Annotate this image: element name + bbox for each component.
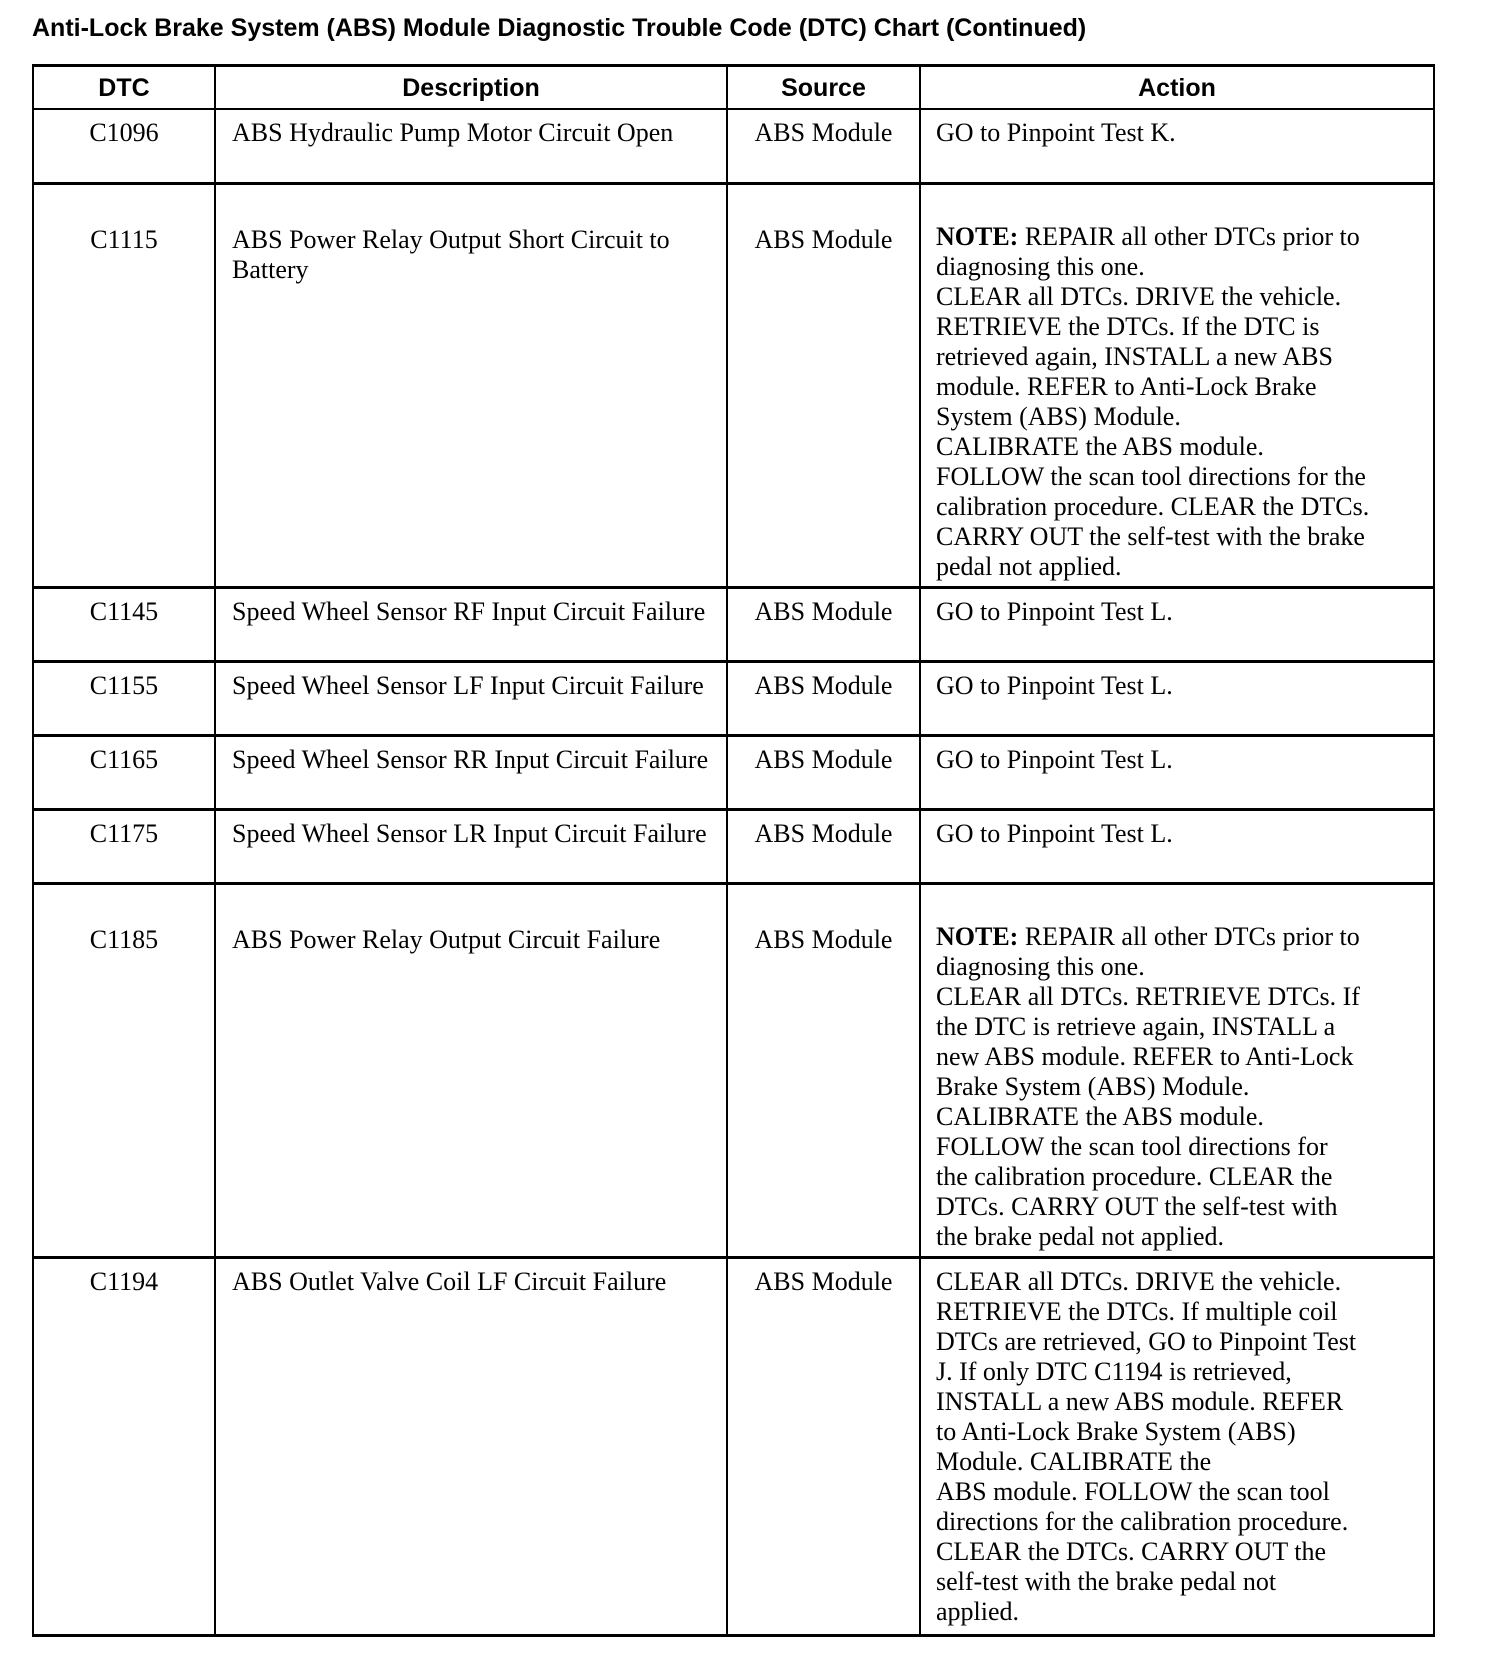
action-line: GO to Pinpoint Test L. xyxy=(936,818,1173,848)
action-line: diagnosing this one. xyxy=(936,951,1145,981)
table-row xyxy=(33,183,1434,587)
dtc-code-cell: C1194 xyxy=(33,1257,215,1635)
action-line: CLEAR all DTCs. RETRIEVE DTCs. If xyxy=(936,981,1360,1011)
description-cell: Speed Wheel Sensor RF Input Circuit Failure xyxy=(215,587,727,661)
dtc-code-cell: C1145 xyxy=(33,587,215,661)
source-cell: ABS Module xyxy=(727,809,920,883)
table-row xyxy=(33,735,1434,809)
source-cell: ABS Module xyxy=(727,183,920,587)
action-line: GO to Pinpoint Test K. xyxy=(936,118,1176,147)
table-row xyxy=(33,587,1434,661)
action-cell xyxy=(920,661,1434,735)
action-line: CARRY OUT the self-test with the brake xyxy=(936,521,1365,551)
action-line: INSTALL a new ABS module. REFER xyxy=(936,1386,1344,1416)
action-line: applied. xyxy=(936,1596,1020,1626)
source-cell: ABS Module xyxy=(727,1257,920,1635)
action-line: CALIBRATE the ABS module. xyxy=(936,1101,1264,1131)
action-line: Module. CALIBRATE the xyxy=(936,1446,1212,1476)
dtc-code-cell: C1155 xyxy=(33,661,215,735)
description-cell: Speed Wheel Sensor LF Input Circuit Failure xyxy=(215,661,727,735)
table-body xyxy=(33,109,1434,1635)
source-cell: ABS Module xyxy=(727,735,920,809)
dtc-chart-table xyxy=(32,64,1435,1637)
action-line: DTCs. CARRY OUT the self-test with xyxy=(936,1191,1338,1221)
table-row xyxy=(33,109,1434,183)
header-row xyxy=(33,66,1434,110)
action-cell xyxy=(920,735,1434,809)
action-line: self-test with the brake pedal not xyxy=(936,1566,1277,1596)
note-label: NOTE: xyxy=(936,221,1019,251)
action-cell xyxy=(920,883,1434,1257)
table-row xyxy=(33,1257,1434,1635)
action-line: CALIBRATE the ABS module. xyxy=(936,431,1264,461)
column-header-description: Description xyxy=(215,66,727,110)
note-label: NOTE: xyxy=(936,921,1019,951)
description-cell: Speed Wheel Sensor LR Input Circuit Failure xyxy=(215,809,727,883)
description-cell: ABS Hydraulic Pump Motor Circuit Open xyxy=(215,109,727,183)
action-line: GO to Pinpoint Test L. xyxy=(936,744,1173,774)
action-line: GO to Pinpoint Test L. xyxy=(936,670,1173,700)
action-line: FOLLOW the scan tool directions for the xyxy=(936,461,1366,491)
dtc-code-cell: C1115 xyxy=(33,183,215,587)
action-line: CLEAR all DTCs. DRIVE the vehicle. xyxy=(936,1266,1342,1296)
action-line: directions for the calibration procedure. xyxy=(936,1506,1349,1536)
action-line: the DTC is retrieve again, INSTALL a xyxy=(936,1011,1336,1041)
action-line: CLEAR the DTCs. CARRY OUT the xyxy=(936,1536,1327,1566)
source-cell: ABS Module xyxy=(727,883,920,1257)
table-row xyxy=(33,661,1434,735)
dtc-code-cell: C1185 xyxy=(33,883,215,1257)
action-line: new ABS module. REFER to Anti-Lock xyxy=(936,1041,1354,1071)
table-row xyxy=(33,883,1434,1257)
action-cell xyxy=(920,809,1434,883)
action-line: GO to Pinpoint Test L. xyxy=(936,596,1173,626)
action-line: diagnosing this one. xyxy=(936,251,1145,281)
action-line: ABS module. FOLLOW the scan tool xyxy=(936,1476,1330,1506)
dtc-code-cell: C1175 xyxy=(33,809,215,883)
action-line: the calibration procedure. CLEAR the xyxy=(936,1161,1333,1191)
column-header-action: Action xyxy=(920,66,1434,110)
column-header-source: Source xyxy=(727,66,920,110)
source-cell: ABS Module xyxy=(727,587,920,661)
dtc-code-cell: C1096 xyxy=(33,109,215,183)
description-cell: Speed Wheel Sensor RR Input Circuit Failure xyxy=(215,735,727,809)
description-cell: ABS Power Relay Output Circuit Failure xyxy=(215,883,727,1257)
action-line: RETRIEVE the DTCs. If multiple coil xyxy=(936,1296,1338,1326)
action-line: calibration procedure. CLEAR the DTCs. xyxy=(936,491,1370,521)
action-line: Brake System (ABS) Module. xyxy=(936,1071,1250,1101)
description-cell: ABS Power Relay Output Short Circuit to Battery xyxy=(215,183,727,587)
action-line: retrieved again, INSTALL a new ABS xyxy=(936,341,1333,371)
action-cell xyxy=(920,1257,1434,1635)
action-line: System (ABS) Module. xyxy=(936,401,1181,431)
table-row xyxy=(33,809,1434,883)
note-text: REPAIR all other DTCs prior to xyxy=(1018,221,1360,251)
action-line: the brake pedal not applied. xyxy=(936,1221,1225,1251)
action-line: RETRIEVE the DTCs. If the DTC is xyxy=(936,311,1320,341)
page-title: Anti-Lock Brake System (ABS) Module Diagnostic Trouble Code (DTC) Chart (Continued) xyxy=(32,14,1087,42)
action-line: DTCs are retrieved, GO to Pinpoint Test xyxy=(936,1326,1357,1356)
source-cell: ABS Module xyxy=(727,109,920,183)
action-line: module. REFER to Anti-Lock Brake xyxy=(936,371,1317,401)
action-cell xyxy=(920,109,1434,183)
action-line: FOLLOW the scan tool directions for xyxy=(936,1131,1328,1161)
action-cell xyxy=(920,183,1434,587)
action-cell xyxy=(920,587,1434,661)
dtc-code-cell: C1165 xyxy=(33,735,215,809)
action-line: to Anti-Lock Brake System (ABS) xyxy=(936,1416,1296,1446)
action-line xyxy=(936,922,1425,952)
action-line: J. If only DTC C1194 is retrieved, xyxy=(936,1356,1292,1386)
column-header-dtc: DTC xyxy=(33,66,215,110)
note-text: REPAIR all other DTCs prior to xyxy=(1018,921,1360,951)
action-line xyxy=(936,222,1425,252)
source-cell: ABS Module xyxy=(727,661,920,735)
action-line: pedal not applied. xyxy=(936,551,1122,581)
action-line: CLEAR all DTCs. DRIVE the vehicle. xyxy=(936,281,1342,311)
description-cell: ABS Outlet Valve Coil LF Circuit Failure xyxy=(215,1257,727,1635)
